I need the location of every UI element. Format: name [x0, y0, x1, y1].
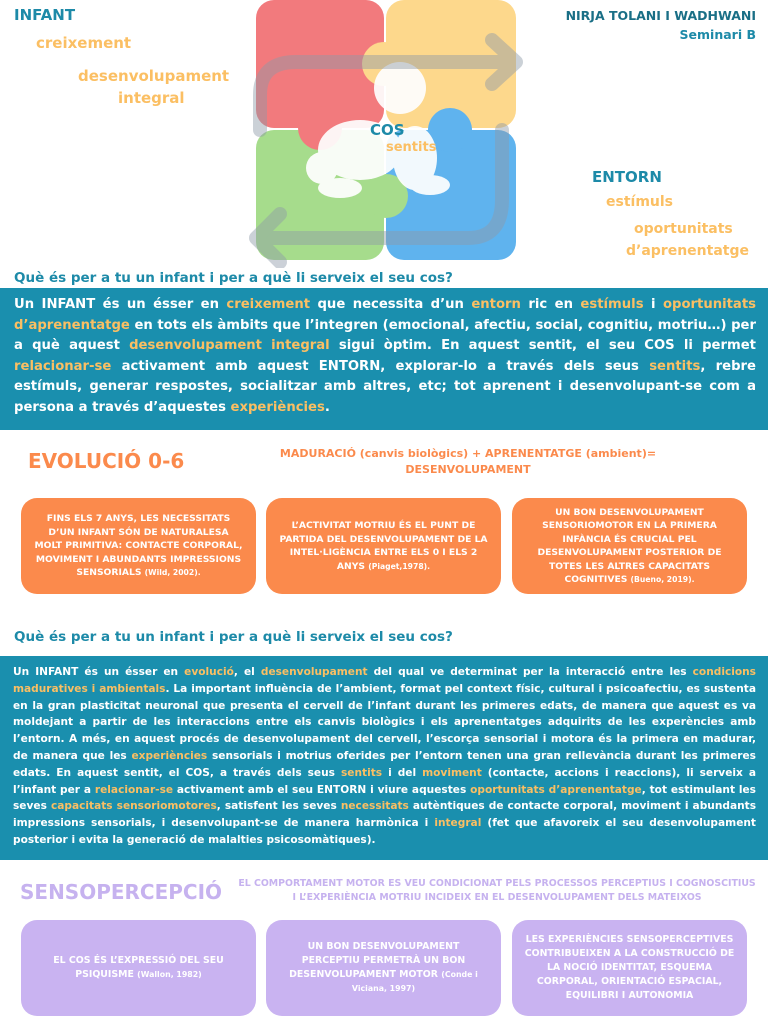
evolucio-title: EVOLUCIÓ 0-6 [28, 449, 185, 473]
highlighted-term: evolució [184, 666, 234, 678]
card-text: UN BON DESENVOLUPAMENT PERCEPTIU PERMETRÀ UN BON DESENVOLUPAMENT MOTOR [289, 941, 466, 980]
paragraph-text: ric en [520, 297, 581, 312]
desenvolupament-label: desenvolupament [78, 67, 230, 85]
senso-card-3 [512, 920, 747, 1016]
highlighted-term: moviment [422, 766, 482, 779]
author-name: NIRJA TOLANI I WADHWANI [565, 8, 756, 23]
highlighted-term: capacitats sensoriomotores [50, 800, 217, 813]
paragraph-text: . [324, 399, 330, 415]
highlighted-term: estímuls [580, 297, 644, 312]
sensopercepcio-subtitle [232, 877, 762, 904]
card-cite: (Bueno, 2019). [630, 575, 695, 584]
sensopercepcio-title: SENSOPERCEPCIÓ [20, 880, 223, 904]
paragraph-text: (fet que afavoreix el seu desenvolupament posterior i evita la generació de malalties psicosomàtiques). [13, 817, 756, 846]
highlighted-term: sentits [649, 358, 701, 374]
paragraph-text: del qual ve determinat per la interacció entre les [367, 666, 693, 678]
paragraph-text: sensorials i motrius oferides per l’entorn tenen una gran rellevància durant les primeres edats. En aquest sentit, el COS, a través dels seus [13, 749, 756, 779]
section2-band [0, 656, 768, 860]
highlighted-term: oportunitats d’aprenentatge [14, 297, 756, 333]
paragraph-text: i [643, 297, 663, 312]
highlighted-term: relacionar-se [14, 358, 112, 374]
highlighted-term: oportunitats d’aprenentatge [470, 783, 642, 796]
paragraph-text: Un INFANT és un ésser en [14, 297, 227, 312]
highlighted-term: desenvolupament [260, 666, 368, 678]
creixement-label: creixement [36, 34, 132, 52]
oportunitats-label: oportunitats [634, 221, 733, 237]
evolucio-card-1 [21, 498, 256, 594]
senso-card-2 [266, 920, 501, 1016]
card-cite: (Wild, 2002). [144, 568, 201, 578]
formula-line1: MADURACIÓ (canvis biològics) + APRENENTATGE (ambient)= [279, 447, 657, 460]
estimuls-label: estímuls [606, 194, 674, 210]
section1-question: Què és per a tu un infant i per a què li serveix el seu cos? [14, 270, 453, 286]
paragraph-text: , rebre estímuls, generar respostes, socialitzar amb altres, etc; tot aprenent i desenvolupant-se com a persona a través d’aquestes [14, 358, 756, 415]
highlighted-term: condicions maduratives i ambientals [13, 666, 756, 695]
paragraph-text: activament amb aquest ENTORN, explorar-lo a través dels seus [111, 358, 650, 374]
paragraph-text: en tots els àmbits que l’integren (emocional, afectiu, social, cognitiu, motriu…) per a què aquest [14, 317, 756, 353]
card-cite: (Conde i Viciana, 1997) [351, 970, 478, 993]
paragraph-text: sigui òptim. En aquest sentit, el seu COS li permet [329, 338, 756, 353]
card-text: EL COS ÉS L’EXPRESSIÓ DEL SEU PSIQUISME [53, 955, 224, 980]
entorn-label: ENTORN [592, 168, 662, 186]
evolucio-formula [258, 446, 678, 478]
card-text: LES EXPERIÈNCIES SENSOPERCEPTIVES CONTRIBUEIXEN A LA CONSTRUCCIÓ DE LA NOCIÓ IDENTITAT, ESQUEMA CORPORAL, ORIENTACIÓ ESPACIAL, EQUILIBRI I AUTONOMIA [524, 934, 735, 1001]
card-text: L’ACTIVITAT MOTRIU ÉS EL PUNT DE PARTIDA DEL DESENVOLUPAMENT DE LA INTEL·LIGÈNCIA ENTRE ELS 0 I ELS 2 ANYS [279, 520, 488, 572]
paragraph-text: i del [382, 766, 423, 779]
daprenentatge-label: d’aprenentatge [626, 243, 749, 259]
seminar-label: Seminari B [679, 27, 756, 42]
infant-label: INFANT [14, 6, 76, 24]
highlighted-term: sentits [340, 766, 383, 779]
card-cite: (Piaget,1978). [368, 561, 431, 571]
highlighted-term: necessitats [340, 800, 409, 813]
sentits-label: sentits [386, 140, 437, 155]
highlighted-term: experiències [131, 749, 208, 762]
paragraph-text: . La important influència de l’ambient, format pel context físic, cultural i psicoafectiu, es sustenta en la gran plasticitat neuronal que presenta el cervell de l’infant durant les primeres edats, de manera que aquest es va moldejant a partir de les interaccions entre els canvis biològics i els aprenentatges adquirits de les experències amb l’entorn. A més, en aquest procés de desenvolupament del cervell, l’escorça sensorial i motora és la primera en madurar, de manera que les [13, 682, 756, 762]
section2-question: Què és per a tu un infant i per a què li serveix el seu cos? [14, 629, 453, 645]
section1-paragraph [0, 288, 768, 418]
card-text: UN BON DESENVOLUPAMENT SENSORIOMOTOR EN LA PRIMERA INFÀNCIA ÉS CRUCIAL PEL DESENVOLUPAMENT POSTERIOR DE TOTES LES ALTRES CAPACITATS COGNITIVES [537, 506, 722, 585]
highlighted-term: integral [434, 817, 482, 830]
integral-label: integral [118, 89, 185, 107]
paragraph-text: , satisfent les seves [216, 800, 341, 813]
paragraph-text: activament amb el seu ENTORN i viure aquestes [173, 783, 471, 796]
paragraph-text: , el [233, 666, 261, 678]
subtitle-line2: I L’EXPERIÈNCIA MOTRIU INCIDEIX EN EL DESENVOLUPAMENT DELS MATEIXOS [292, 891, 702, 903]
paragraph-text: Un INFANT és un ésser en [13, 666, 185, 678]
highlighted-term: entorn [471, 297, 521, 312]
highlighted-term: relacionar-se [94, 783, 174, 796]
highlighted-term: experiències [230, 399, 325, 415]
paragraph-text: que necessita d’un [310, 297, 472, 312]
cos-label: COS [370, 121, 405, 139]
highlighted-term: desenvolupament integral [129, 338, 330, 353]
section1-band [0, 288, 768, 430]
formula-line2: DESENVOLUPAMENT [405, 463, 531, 476]
card-text: FINS ELS 7 ANYS, LES NECESSITATS D’UN INFANT SÓN DE NATURALESA MOLT PRIMITIVA: CONTACTE CORPORAL, MOVIMENT I ABUNDANTS IMPRESSIONS SENSORIALS [34, 513, 243, 579]
section2-paragraph [0, 656, 768, 849]
evolucio-card-2 [266, 498, 501, 594]
highlighted-term: creixement [226, 297, 311, 312]
paragraph-text: autèntiques de contacte corporal, moviment i abundants impressions sensorials, i desenvolupant-se de manera harmònica i [13, 800, 757, 830]
subtitle-line1: EL COMPORTAMENT MOTOR ES VEU CONDICIONAT PELS PROCESSOS PERCEPTIUS I COGNOSCITIUS [238, 878, 756, 889]
evolucio-card-3 [512, 498, 747, 594]
card-cite: (Wallon, 1982) [137, 970, 202, 979]
paragraph-text: , tot estimulant les seves [13, 783, 756, 813]
senso-card-1 [21, 920, 256, 1016]
paragraph-text: (contacte, accions i reaccions), li serveix a l’infant per a [13, 766, 756, 796]
